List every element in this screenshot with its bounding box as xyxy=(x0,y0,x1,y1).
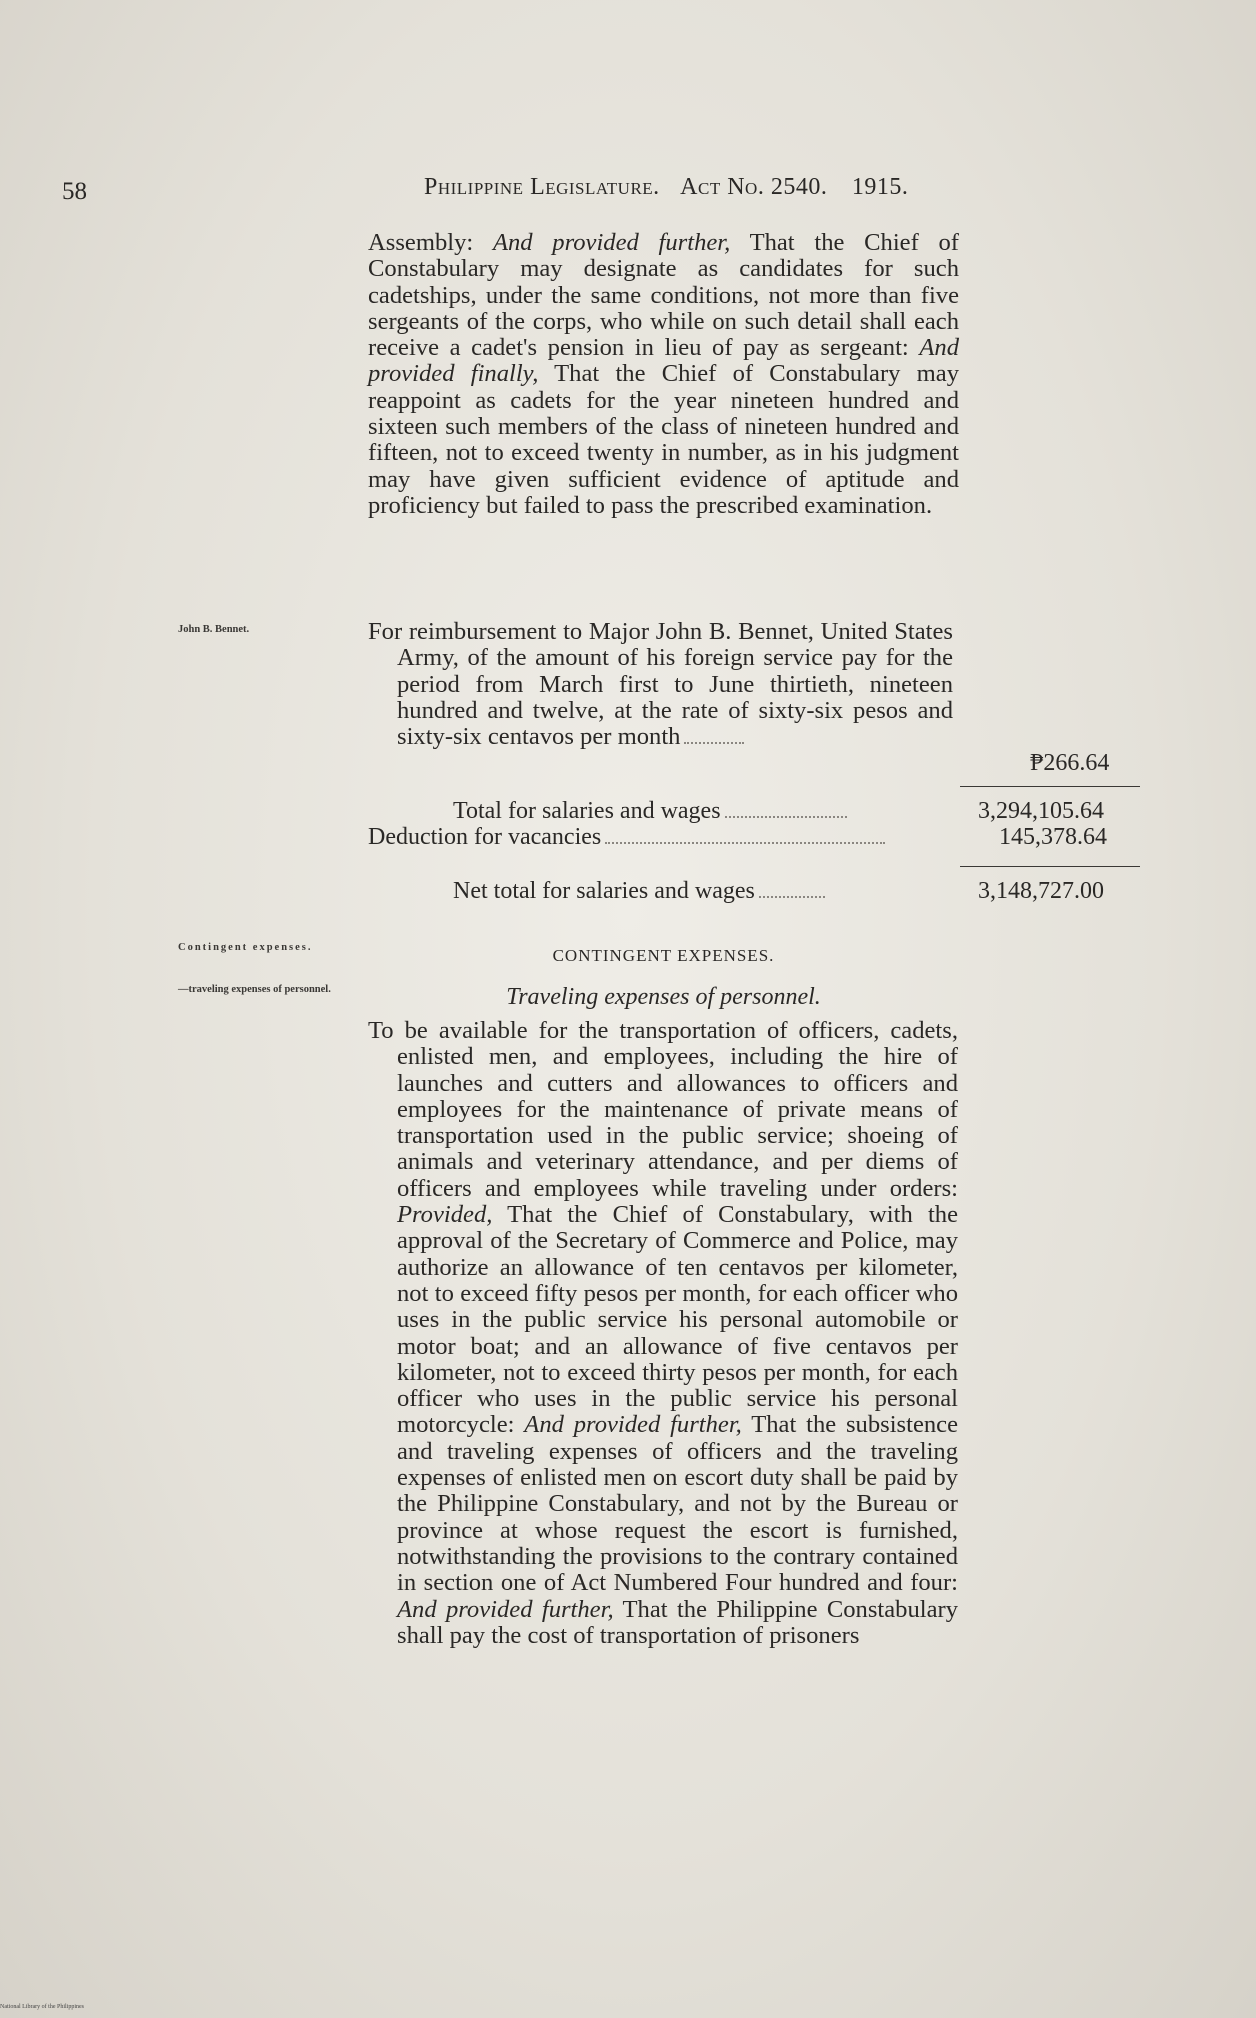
total-label: Total for salaries and wages xyxy=(453,798,721,824)
italic-run: And provided finally, xyxy=(368,334,959,388)
text-run: That the Chief of Constabulary, with the approval of the Secretary of Commerce and Police, may authorize an allowance of ten centavos per kilometer, not to exceed fifty pesos per month, for each officer who uses in the public service his personal automobile or motor boat; and an allowance of five centavos per kilometer, not to exceed thirty pesos per month, for each officer who uses in the public service his personal motorcycle: xyxy=(397,1201,958,1439)
deduction-label: Deduction for vacancies xyxy=(368,824,602,850)
net-row xyxy=(453,878,825,905)
margin-note-contingent: Contingent expenses. xyxy=(178,942,313,953)
text-run: That the subsistence and traveling expenses of officers and the traveling expenses of enlisted men on escort duty shall be paid by the Philippine Constabulary, and not by the Bureau or province at whose request the escort is furnished, notwithstanding the provisions to the contrary contained in section one of Act Numbered Four hundred and four: xyxy=(397,1411,958,1597)
act-number: Act No. 2540. xyxy=(680,174,828,200)
text-run: That the Philippine Constabulary shall pay the cost of transportation of prisoners xyxy=(397,1595,958,1649)
italic-run: And provided further, xyxy=(524,1411,742,1439)
italic-run: And provided further, xyxy=(397,1595,614,1623)
text-run: To be available for the transportation of officers, cadets, enlisted men, and employees, including the hire of launches and cutters and allowances to officers and employees for the maintenance of private means of transportation used in the public service; shoeing of animals and veterinary attendance, and per diems of officers and employees while traveling under orders: xyxy=(368,1017,958,1202)
net-label: Net total for salaries and wages xyxy=(453,878,755,904)
text-run: For reimbursement to Major John B. Bennet, United States Army, of the amount of his foreign service pay for the period from March first to June thirtieth, nineteen hundred and twelve, at the rate of sixty-six pesos and sixty-six centavos per month xyxy=(368,618,953,751)
paragraph-assembly xyxy=(368,230,959,519)
rule-top xyxy=(960,786,1140,787)
paragraph-traveling xyxy=(368,1018,958,1649)
margin-note-traveling: —traveling expenses of personnel. xyxy=(178,984,331,995)
text-run: That the Chief of Constabulary may designate as candidates for such cadetships, under the same conditions, not more than five sergeants of the corps, who while on such detail shall each receive a cadet's pension in lieu of pay as sergeant: xyxy=(368,229,960,362)
rule-net xyxy=(960,866,1140,867)
running-head xyxy=(424,174,908,201)
text-run: That the Chief of Constabulary may reappoint as cadets for the year nineteen hundred and sixteen such members of the class of nineteen hundred and fifteen, not to exceed twenty in number, as in his judgment may have given sufficient evidence of aptitude and proficiency but failed to pass the prescribed examination. xyxy=(368,360,959,519)
paragraph-bennet xyxy=(368,619,953,750)
page-number: 58 xyxy=(62,178,87,205)
section-heading: CONTINGENT EXPENSES. xyxy=(552,946,775,965)
dot-leader xyxy=(684,736,744,744)
dot-leader xyxy=(725,810,847,818)
text-run: Assembly: xyxy=(368,229,493,256)
margin-note-bennet: John B. Bennet. xyxy=(178,624,250,635)
footer-credit: National Library of the Philippines xyxy=(0,2004,84,2010)
net-amount: 3,148,727.00 xyxy=(978,878,1104,904)
deduction-amount: 145,378.64 xyxy=(999,824,1107,850)
bennet-amount: ₱266.64 xyxy=(1030,750,1110,776)
deduction-row xyxy=(368,824,885,851)
total-row xyxy=(453,798,847,825)
section-subheading: Traveling expenses of personnel. xyxy=(506,984,821,1010)
running-head-title: Philippine Legislature. xyxy=(424,174,660,200)
total-amount: 3,294,105.64 xyxy=(978,798,1104,824)
italic-run: And provided further, xyxy=(492,229,731,256)
dot-leader xyxy=(605,836,885,844)
italic-run: Provided, xyxy=(397,1201,493,1229)
year: 1915. xyxy=(851,174,909,200)
dot-leader xyxy=(759,890,825,898)
